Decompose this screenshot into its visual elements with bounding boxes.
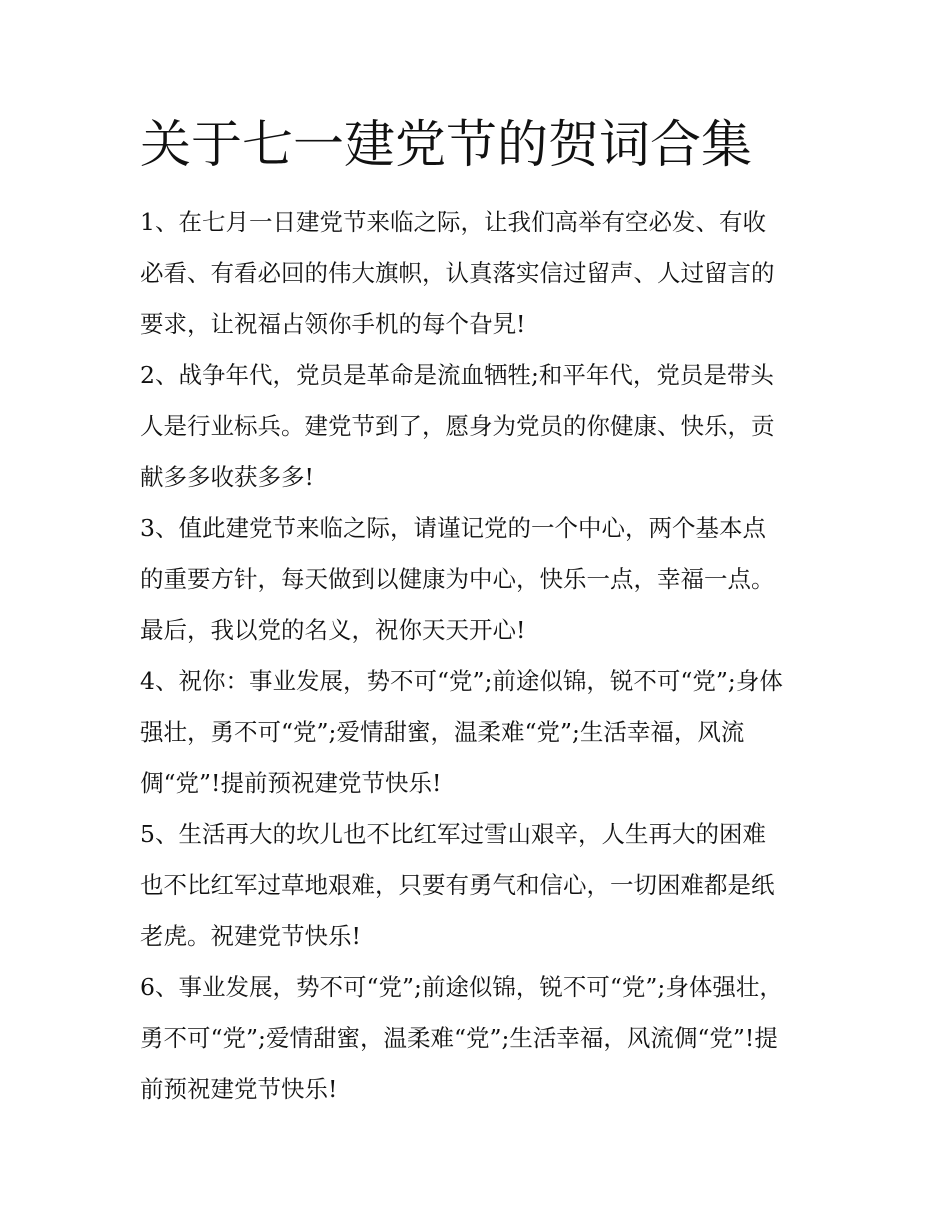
paragraph-6: 6、事业发展，势不可“党”;前途似锦，锐不可“党”;身体强壮， 勇不可“党”;爱情甜蜜，温柔难“党”;生活幸福，风流倜“党”!提 前预祝建党节快乐! bbox=[140, 973, 783, 1103]
document-body bbox=[140, 197, 812, 1115]
document-title: 关于七一建党节的贺词合集 bbox=[140, 116, 753, 175]
paragraph-4: 4、祝你：事业发展，势不可“党”;前途似锦，锐不可“党”;身体 强壮，勇不可“党”;爱情甜蜜，温柔难“党”;生活幸福，风流 倜“党”!提前预祝建党节快乐! bbox=[140, 667, 783, 797]
paragraph-1: 1、在七月一日建党节来临之际，让我们高举有空必发、有收 必看、有看必回的伟大旗帜，认真落实信过留声、人过留言的 要求，让祝福占领你手机的每个旮旯! bbox=[140, 208, 775, 338]
paragraph-5: 5、生活再大的坎儿也不比红军过雪山艰辛，人生再大的困难 也不比红军过草地艰难，只要有勇气和信心，一切困难都是纸 老虎。祝建党节快乐! bbox=[140, 820, 775, 950]
paragraph-3: 3、值此建党节来临之际，请谨记党的一个中心，两个基本点 的重要方针，每天做到以健康为中心，快乐一点，幸福一点。 最后，我以党的名义，祝你天天开心! bbox=[140, 514, 775, 644]
paragraph-2: 2、战争年代，党员是革命是流血牺牲;和平年代，党员是带头 人是行业标兵。建党节到了，愿身为党员的你健康、快乐，贡 献多多收获多多! bbox=[140, 361, 775, 491]
